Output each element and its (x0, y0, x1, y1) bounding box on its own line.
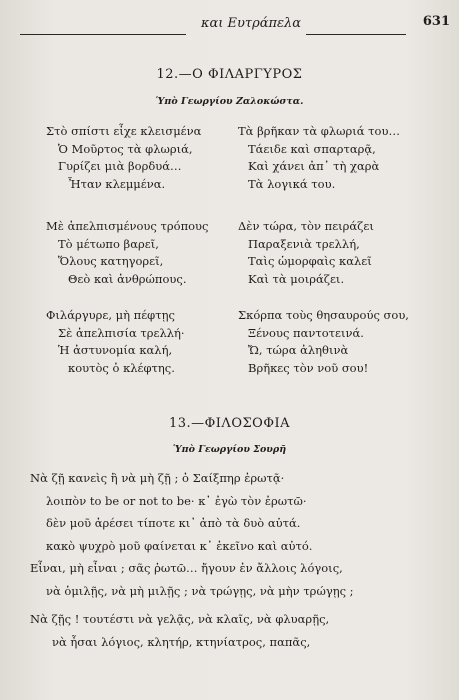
poem-12-byline: Ὑπὸ Γεωργίου Ζαλοκώστα. (155, 96, 304, 107)
page-number: 631 (422, 14, 450, 29)
verse-line: νὰ ὁμιλῇς, νὰ μὴ μιλῇς ; νὰ τρώγῃς, νὰ μὴν τρώγῃς ; (46, 583, 354, 598)
verse-line: νὰ ἦσαι λόγιος, κλητήρ, κτηνίατρος, παπᾶς, (52, 634, 311, 649)
header-rule-left (20, 34, 186, 35)
verse-line: Σὲ ἀπελπισία τρελλή· (58, 325, 185, 340)
poem-13-byline: Ὑπὸ Γεωργίου Σουρῆ (172, 444, 287, 455)
stanza-3-left (46, 307, 246, 377)
running-title: και Ευτράπελα (200, 16, 302, 31)
stanza-2-right (238, 218, 428, 288)
poem-12-title: 12.—Ο ΦΙΛΑΡΓΥΡΟΣ (156, 67, 303, 82)
verse-line: Ὅλους κατηγορεῖ, (58, 254, 164, 268)
verse-line: Γυρίζει μιὰ βορδυά… (58, 159, 182, 173)
stanza-1-right (238, 123, 428, 193)
verse-line: Θεὸ καὶ ἀνθρώπους. (68, 271, 187, 286)
verse-line: Ὁ Μοῦρτος τὰ φλωριά, (58, 141, 193, 156)
poem-13-title: 13.—ΦΙΛΟΣΟΦΙΑ (168, 416, 291, 431)
verse-line: Φιλάργυρε, μὴ πέφτῃς (46, 308, 175, 322)
stanza-3-right (238, 307, 428, 377)
verse-line: Καὶ τὰ μοιράζει. (248, 271, 345, 286)
verse-line: λοιπὸν to be or not to be· κ᾽ ἐγὼ τὸν ἐρωτῶ· (46, 493, 307, 508)
page-header (20, 12, 450, 38)
verse-line: Ξένους παντοτεινά. (248, 325, 364, 340)
verse-line: Καὶ χάνει ἀπ᾽ τὴ χαρὰ (248, 159, 380, 173)
header-rule-right (306, 34, 406, 35)
verse-line: Ἡ ἀστυνομία καλή, (58, 343, 173, 357)
verse-line: Ὤ, τώρα ἀληθινὰ (248, 343, 349, 357)
verse-line: Εἶναι, μὴ εἶναι ; σᾶς ῥωτῶ… ἤγουν ἐν ἄλλοις λόγοις, (30, 561, 343, 575)
verse-line: Τὰ βρῆκαν τὰ φλωριά του… (238, 124, 400, 138)
poem-13-body (30, 467, 440, 653)
verse-line: κακὸ ψυχρὸ μοῦ φαίνεται κ᾽ ἐκεῖνο καὶ αὐτό. (46, 538, 313, 553)
verse-line: Νὰ ζῇς ! τουτέστι νὰ γελᾷς, νὰ κλαῖς, νὰ φλυαρῇς, (30, 612, 330, 626)
verse-line: Σκόρπα τοὺς θησαυρούς σου, (238, 308, 409, 322)
stanza-1-left (46, 123, 246, 193)
verse-line: Παραξενιὰ τρελλή, (248, 236, 360, 251)
verse-line: Μὲ ἀπελπισμένους τρόπους (46, 219, 209, 233)
verse-line: Τάειδε καὶ σπαρταρᾷ, (248, 141, 376, 156)
verse-line: Ἦταν κλεμμένα. (68, 176, 166, 191)
verse-line: δὲν μοῦ ἀρέσει τίποτε κι᾽ ἀπὸ τὰ δυὸ αὐτά. (46, 516, 301, 530)
verse-line: Νὰ ζῇ κανεὶς ἢ νὰ μὴ ζῇ ; ὁ Σαίξπηρ ἐρωτᾷ· (30, 471, 285, 485)
verse-line: Βρῆκες τὸν νοῦ σου! (248, 360, 369, 375)
verse-line: Δὲν τώρα, τὸν πειράζει (238, 219, 374, 233)
verse-line: Στὸ σπίστι εἶχε κλεισμένα (46, 124, 202, 138)
verse-line: κουτὸς ὁ κλέφτης. (68, 360, 175, 375)
verse-line: Ταὶς ὡμορφαὶς καλεῖ (248, 254, 372, 268)
verse-line: Τὸ μέτωπο βαρεῖ, (58, 236, 159, 251)
stanza-2-left (46, 218, 246, 288)
verse-line: Τὰ λογικά του. (248, 176, 336, 191)
